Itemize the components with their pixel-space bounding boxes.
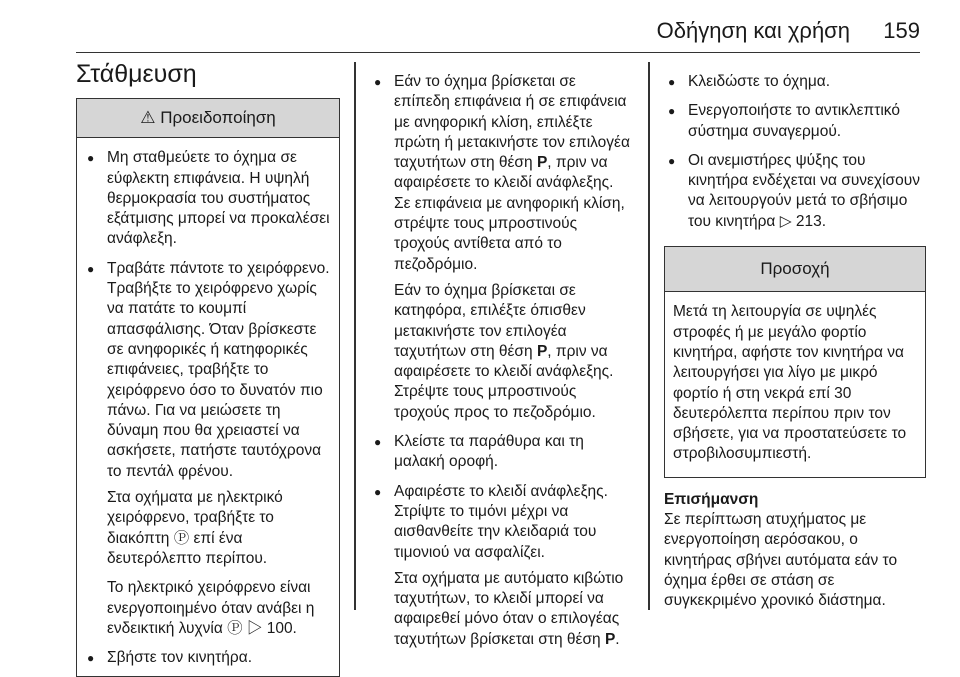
section-title: Στάθμευση — [76, 60, 197, 88]
text: Στα οχήματα με αυτόματο κιβώτιο ταχυτήτων, το κλειδί μπορεί να αφαιρεθεί μόνο όταν ο επιλογέας ταχυτήτων βρίσκεται στη θέση — [394, 569, 624, 648]
list-item: ● Οι ανεμιστήρες ψύξης του κινητήρα ενδέχεται να συνεχίσουν να λειτουργούν μετά το σβήσιμο του κινητήρα ▷ 213. — [664, 151, 926, 232]
column-2 — [370, 62, 632, 659]
list-item: ● Κλείστε τα παράθυρα και τη μαλακή οροφή. — [370, 432, 632, 473]
column-3 — [664, 62, 926, 612]
list-item: ● Ενεργοποιήστε το αντικλεπτικό σύστημα συναγερμού. — [664, 101, 926, 142]
page-number: 159 — [883, 18, 920, 43]
warning-paragraph: Στα οχήματα με ηλεκτρικό χειρόφρενο, τραβήξτε το διακόπτη Ⓟ επί ένα δευτερόλεπτο περίπου. — [107, 489, 283, 567]
list-item — [370, 72, 632, 275]
list-item: ● Αφαιρέστε το κλειδί ανάφλεξης. Στρίψτε το τιμόνι μέχρι να αισθανθείτε την κλειδαριά του τιμονιού να ασφαλίζει. — [370, 482, 632, 563]
warning-item: ● Τραβάτε πάντοτε το χειρόφρενο. Τραβήξτε το χειρόφρενο χωρίς να πατάτε το κουμπί απασφάλισης. Όταν βρίσκεστε σε ανηφορικές ή κατηφορικές επιφάνειες, τραβήξτε το χειρόφρενο όσο το δυνατόν πιο πάνω. Για να μειώσετε τη δύναμη που θα χρειαστεί να ασκήσετε, πατήστε ταυτόχρονα το πεντάλ φρένου. — [83, 259, 333, 482]
text: Εάν το όχημα βρίσκεται σε κατηφόρα, επιλέξτε όπισθεν μετακινήστε τον επιλογέα ταχυτήτων στη θέση — [394, 281, 586, 360]
header-rule — [76, 52, 920, 53]
column-divider — [648, 62, 650, 610]
paragraph — [370, 569, 632, 650]
warning-body — [77, 138, 339, 676]
text: Εάν το όχημα βρίσκεται σε επίπεδη επιφάνεια ή σε επιφάνεια με ανηφορική κλίση, επιλέξτε πρώτη ή μετακινήστε τον επιλογέα ταχυτήτων στη θέση — [394, 73, 630, 172]
warning-item: ● Μη σταθμεύετε το όχημα σε εύφλεκτη επιφάνεια. Η υψηλή θερμοκρασία του συστήματος εξάτμισης μπορεί να προκαλέσει ανάφλεξη. — [83, 148, 333, 249]
gear-position: P — [536, 342, 548, 360]
warning-item: ● Σβήστε τον κινητήρα. — [83, 648, 333, 668]
warning-box — [76, 98, 340, 677]
text: , πριν να αφαιρέσετε το κλειδί ανάφλεξης. Σε επιφάνεια με ανηφορική κλίση, στρέψτε τους μπροστινούς τροχούς αντίθετα από το πεζοδρόμιο. — [394, 154, 625, 273]
warning-title: ⚠ Προειδοποίηση — [77, 99, 339, 138]
text: , πριν να αφαιρέσετε το κλειδί ανάφλεξης. Στρέψτε τους μπροστινούς τροχούς προς το πεζοδρόμιο. — [394, 342, 614, 421]
caution-box — [664, 246, 926, 478]
caution-text: Μετά τη λειτουργία σε υψηλές στροφές ή με μεγάλο φορτίο κινητήρα, αφήστε τον κινητήρα να λειτουργήσει για λίγο με μικρό φορτίο ή στη νεκρά επί 30 δευτερόλεπτα περίπου πριν τον σβήσετε, για να προστατεύσετε το στροβιλοσυμπιεστή. — [673, 303, 907, 463]
column-divider — [354, 62, 356, 610]
gear-position: P — [536, 154, 548, 172]
notice-text: Σε περίπτωση ατυχήματος με ενεργοποίηση αερόσακου, ο κινητήρας σβήνει αυτόματα εάν το όχημα έρθει σε στάση σε συγκεκριμένο χρονικό διάστημα. — [664, 511, 898, 610]
warning-paragraph: Το ηλεκτρικό χειρόφρενο είναι ενεργοποιημένο όταν ανάβει η ενδεικτική λυχνία Ⓟ ▷ 100. — [107, 579, 315, 637]
paragraph — [370, 281, 632, 423]
list-item: ● Κλειδώστε το όχημα. — [664, 72, 926, 92]
caution-title: Προσοχή — [665, 247, 925, 292]
page-header-title: Οδήγηση και χρήση — [656, 18, 850, 43]
text: . — [615, 630, 620, 648]
notice-title: Επισήμανση — [664, 490, 759, 508]
column-1 — [76, 98, 340, 677]
gear-position: P — [604, 630, 616, 648]
